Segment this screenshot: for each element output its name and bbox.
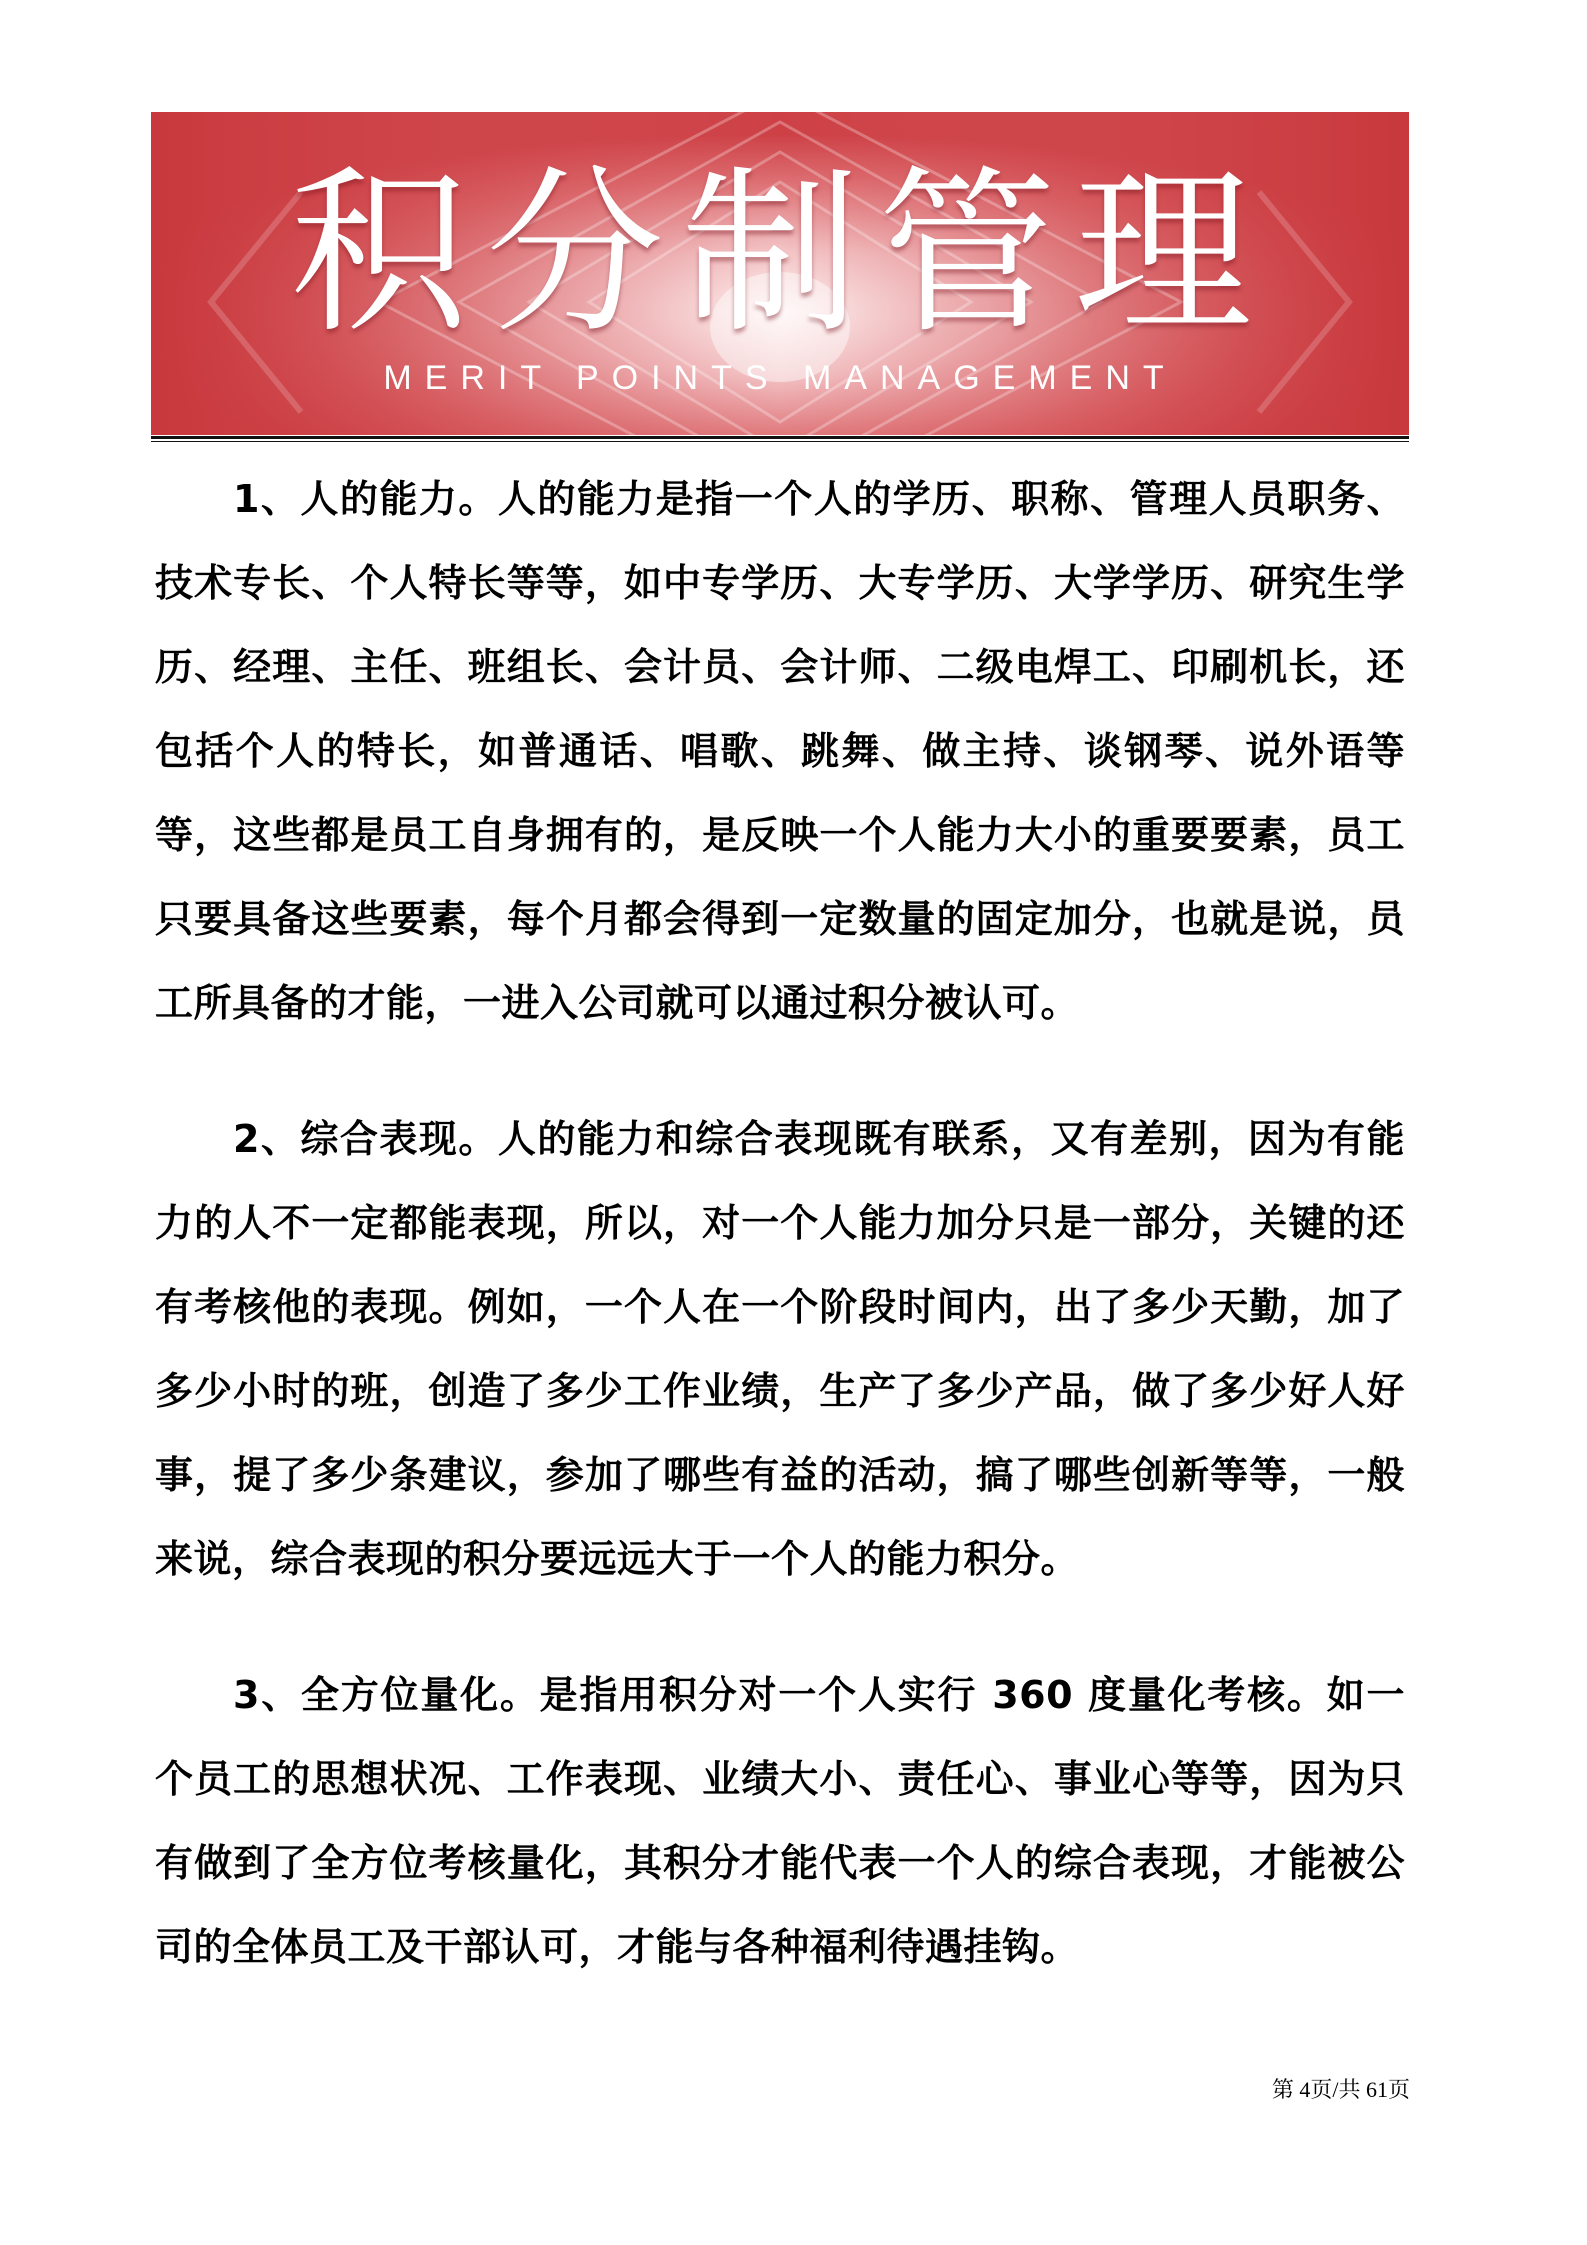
- paragraph-quantification: 3、全方位量化。是指用积分对一个人实行 360 度量化考核。如一个员工的思想状况、工作表现、业绩大小、责任心、事业心等等，因为只有做到了全方位考核量化，其积分才能代表一个人的综合表现，才能被公司的全体员工及干部认可，才能与各种福利待遇挂钩。: [155, 1673, 1405, 1969]
- page-number: 第 4页/共 61页: [1271, 2077, 1410, 2102]
- document-body: [155, 457, 1405, 1989]
- header-banner: [151, 112, 1409, 435]
- header-divider-thin: [151, 441, 1409, 442]
- banner-subtitle: MERIT POINTS MANAGEMENT: [383, 359, 1177, 397]
- header-divider-thick: [151, 436, 1409, 439]
- paragraph-performance: 2、综合表现。人的能力和综合表现既有联系，又有差别，因为有能力的人不一定都能表现，所以，对一个人能力加分只是一部分，关键的还有考核他的表现。例如，一个人在一个阶段时间内，出了多少天勤，加了多少小时的班，创造了多少工作业绩，生产了多少产品，做了多少好人好事，提了多少条建议，参加了哪些有益的活动，搞了哪些创新等等，一般来说，综合表现的积分要远远大于一个人的能力积分。: [155, 1117, 1405, 1581]
- banner-title: 积分制管理: [290, 150, 1270, 357]
- paragraph-ability: 1、人的能力。人的能力是指一个人的学历、职称、管理人员职务、技术专长、个人特长等等，如中专学历、大专学历、大学学历、研究生学历、经理、主任、班组长、会计员、会计师、二级电焊工、印刷机长，还包括个人的特长，如普通话、唱歌、跳舞、做主持、谈钢琴、说外语等等，这些都是员工自身拥有的，是反映一个人能力大小的重要要素，员工只要具备这些要素，每个月都会得到一定数量的固定加分，也就是说，员工所具备的才能，一进入公司就可以通过积分被认可。: [155, 477, 1405, 1025]
